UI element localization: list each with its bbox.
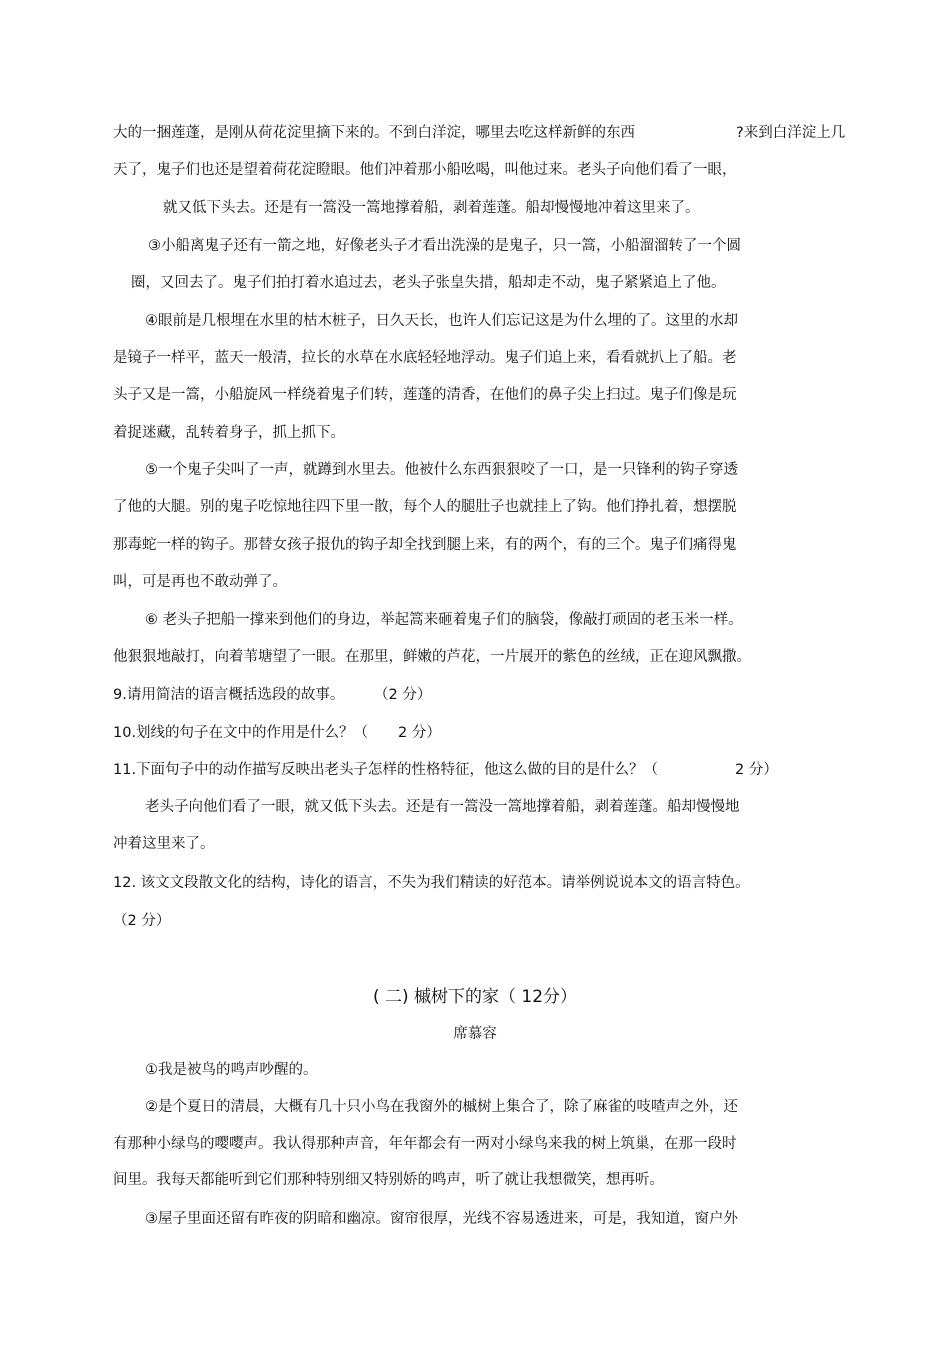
paragraph-line: 叫，可是再也不敢动弹了。 (113, 574, 287, 590)
question-11-quote-line: 老头子向他们看了一眼，就又低下头去。还是有一篙没一篙地撑着船，剥着莲蓬。船却慢慢地 (145, 799, 740, 815)
section-title: ( 二) 槭树下的家（ 12分） (372, 987, 578, 1007)
paragraph-line: ①我是被鸟的鸣声吵醒的。 (145, 1062, 318, 1078)
paragraph-line: ⑥ 老头子把船一撑来到他们的身边，举起篙来砸着鬼子们的脑袋，像敲打顽固的老玉米一样。 (145, 612, 743, 628)
paragraph-line: 他狠狠地敲打，向着苇塘望了一眼。在那里，鲜嫩的芦花，一片展开的紫色的丝绒，正在迎风飘撒。 (113, 649, 751, 665)
question-12-score: （2 分） (113, 913, 171, 929)
paragraph-line: 圈，又回去了。鬼子们拍打着水追过去，老头子张皇失措，船却走不动，鬼子紧紧追上了他。 (131, 275, 726, 291)
question-11-quote-line: 冲着这里来了。 (113, 836, 215, 852)
question-11: 11.下面句子中的动作描写反映出老头子怎样的性格特征，他这么做的目的是什么？（ (113, 762, 659, 778)
paragraph-line: 间里。我每天都能听到它们那种特别细又特别娇的鸣声，听了就让我想微笑，想再听。 (113, 1172, 664, 1188)
paragraph-line: 是镜子一样平，蓝天一般清，拉长的水草在水底轻轻地浮动。鬼子们追上来，看看就扒上了船。老 (113, 350, 737, 366)
paragraph-line: 大的一捆莲蓬，是刚从荷花淀里摘下来的。不到白洋淀，哪里去吃这样新鲜的东西 (113, 125, 635, 141)
paragraph-line: ④眼前是几根埋在水里的枯木桩子，日久天长，也许人们忘记这是为什么埋的了。这里的水却 (145, 313, 738, 329)
paragraph-line: ②是个夏日的清晨，大概有几十只小鸟在我窗外的槭树上集合了，除了麻雀的吱喳声之外，还 (145, 1099, 738, 1115)
paragraph-line: 就又低下头去。还是有一篙没一篙地撑着船，剥着莲蓬。船却慢慢地冲着这里来了。 (163, 200, 700, 216)
question-9: 9.请用简洁的语言概括选段的故事。 (113, 687, 345, 703)
paragraph-line: 天了，鬼子们也还是望着荷花淀瞪眼。他们冲着那小船吆喝，叫他过来。老头子向他们看了一眼， (113, 162, 737, 178)
question-11-score: 2 分） (735, 762, 778, 778)
paragraph-line: ?来到白洋淀上几 (736, 125, 846, 141)
paragraph-line: 那毒蛇一样的钩子。那替女孩子报仇的钩子却全找到腿上来，有的两个，有的三个。鬼子们痛得鬼 (113, 537, 737, 553)
paragraph-line: 头子又是一篙，小船旋风一样绕着鬼子们转，莲蓬的清香，在他们的鼻子尖上扫过。鬼子们像是玩 (113, 387, 737, 403)
paragraph-line: ③屋子里面还留有昨夜的阴暗和幽凉。窗帘很厚，光线不容易透进来，可是，我知道，窗户外 (145, 1211, 738, 1227)
question-12: 12. 该文文段散文化的结构，诗化的语言，不失为我们精读的好范本。请举例说说本文的语言特色。 (113, 875, 750, 891)
question-10: 10.划线的句子在文中的作用是什么？（ (113, 725, 369, 741)
paragraph-line: ⑤一个鬼子尖叫了一声，就蹲到水里去。他被什么东西狠狠咬了一口，是一只锋利的钩子穿透 (145, 462, 738, 478)
question-9-score: （2 分） (374, 687, 432, 703)
paragraph-line: ③小船离鬼子还有一箭之地，好像老头子才看出洗澡的是鬼子，只一篙，小船溜溜转了一个圆 (148, 238, 741, 254)
paragraph-line: 着捉迷藏，乱转着身子，抓上抓下。 (113, 425, 345, 441)
question-10-score: 2 分） (398, 725, 441, 741)
paragraph-line: 有那种小绿鸟的嘤嘤声。我认得那种声音，年年都会有一两对小绿鸟来我的树上筑巢，在那一段时 (113, 1136, 737, 1152)
paragraph-line: 了他的大腿。别的鬼子吃惊地往四下里一散，每个人的腿肚子也就挂上了钩。他们挣扎着，想摆脱 (113, 499, 737, 515)
section-author: 席慕容 (453, 1026, 497, 1042)
